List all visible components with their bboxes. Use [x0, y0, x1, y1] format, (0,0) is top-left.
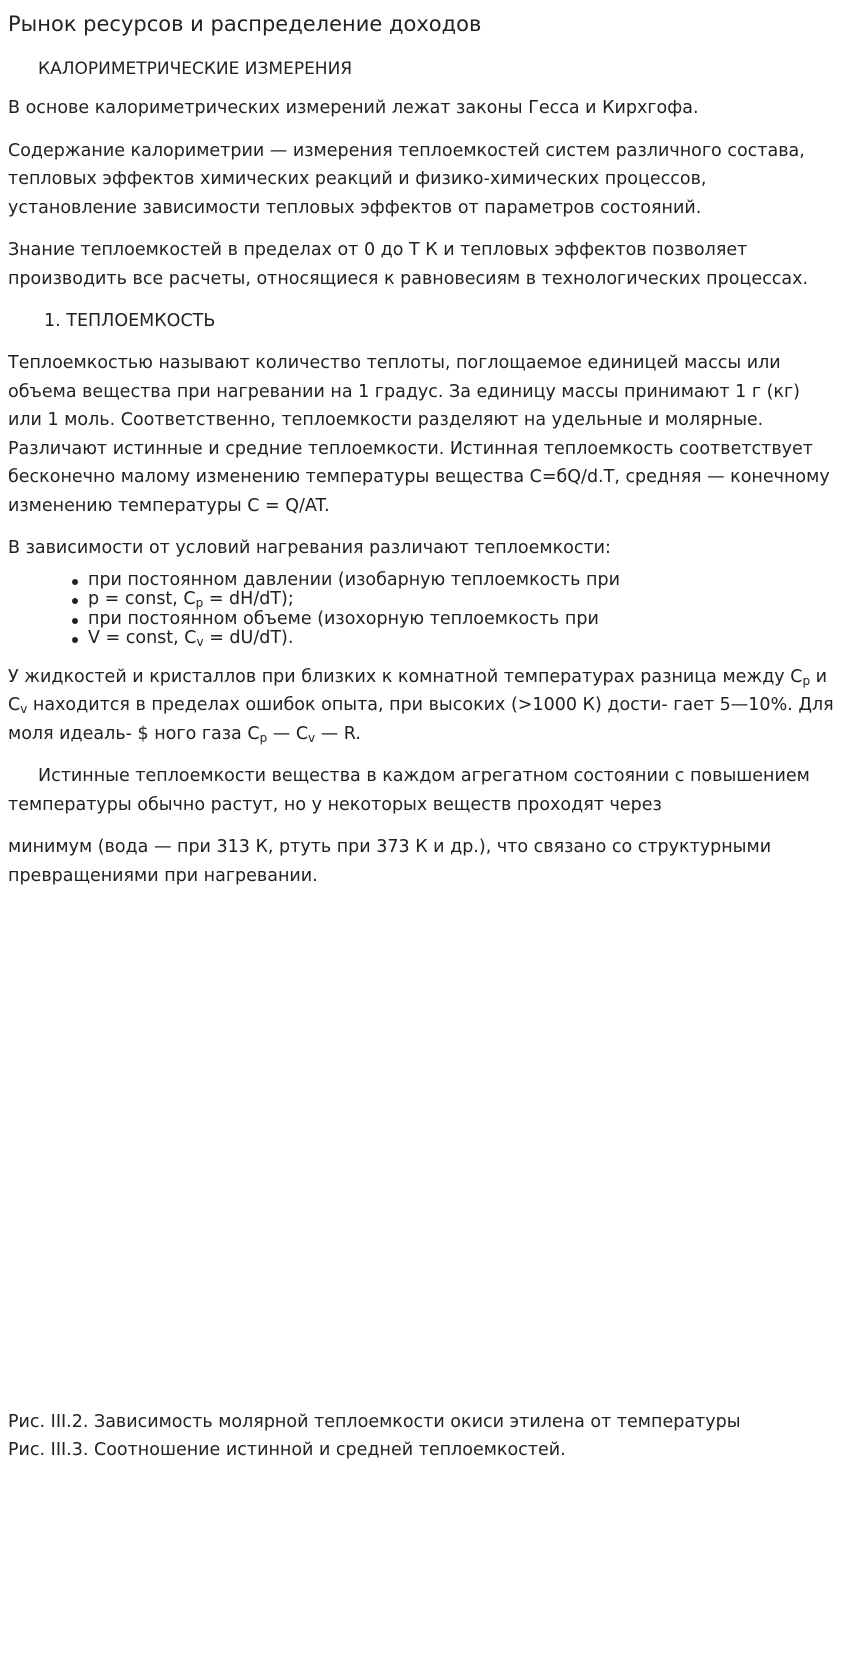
liquids-crystals-paragraph [8, 663, 838, 749]
list-item [88, 629, 838, 649]
subscript: p [195, 596, 204, 610]
paragraph-text: — С [267, 723, 309, 744]
list-item-text: при постоянном объеме (изохорную теплоемкость при [88, 608, 599, 629]
conditions-intro: В зависимости от условий нагревания различают теплоемкости: [8, 538, 611, 558]
subscript: v [308, 730, 316, 745]
paragraph-text: — R. [315, 723, 361, 744]
paragraph-text: находится в пределах ошибок опыта, при высоких (>1000 К) дости- гает 5—10%. Для моля идеаль- $ ного газа С [8, 695, 834, 744]
subscript: v [20, 702, 28, 716]
heat-capacity-knowledge-paragraph: Знание теплоемкостей в пределах от 0 до Т К и тепловых эффектов позволяет производить все расчеты, относящиеся к равновесиям в технологических процессах. [8, 240, 809, 289]
page-title: Рынок ресурсов и распределение доходов [8, 12, 482, 36]
figure-captions [8, 1408, 838, 1464]
subscript: p [259, 730, 268, 745]
list-item-text: р = const, С [88, 589, 196, 609]
document-body [8, 0, 838, 890]
conditions-list [8, 571, 838, 649]
section-heading: 1. ТЕПЛОЕМКОСТЬ [44, 311, 216, 331]
list-item-text: = dU/dT). [203, 628, 294, 648]
list-item-text: = dH/dT); [203, 589, 294, 609]
paragraph-text: и С [8, 666, 827, 715]
intro-paragraph: В основе калориметрических измерений лежат законы Гесса и Кирхгофа. [8, 98, 699, 118]
minimum-paragraph: минимум (вода — при 313 К, ртуть при 373 К и др.), что связано со структурными превращениями при нагревании. [8, 837, 772, 886]
subscript: v [196, 635, 204, 649]
list-item-text: V = const, С [88, 628, 197, 648]
calorimetry-content-paragraph: Содержание калориметрии — измерения теплоемкостей систем различного состава, тепловых эффектов химических реакций и физико-химических процессов, установление зависимости тепловых эффектов от параметров состояний. [8, 140, 805, 218]
list-item [88, 610, 838, 630]
subscript: p [802, 673, 811, 688]
figure-caption-2: Рис. III.2. Зависимость молярной теплоемкости окиси этилена от температуры [8, 1412, 741, 1432]
list-item-text: при постоянном давлении (изобарную теплоемкость при [88, 569, 620, 590]
list-item [88, 571, 838, 591]
definition-paragraph: Теплоемкостью называют количество теплоты, поглощаемое единицей массы или объема вещества при нагревании на 1 градус. За единицу массы принимают 1 г (кг) или 1 моль. Соответственно, теплоемкости разделяют на удельные и молярные. Различают истинные и средние теплоемкости. Истинная теплоемкость соответствует бесконечно малому изменению температуры вещества С=бQ/d.T, средняя — конечному изменению температуры С = Q/AT. [8, 353, 830, 516]
true-heat-capacity-paragraph: Истинные теплоемкости вещества в каждом агрегатном состоянии с повышением температуры обычно растут, но у некоторых веществ проходят через [8, 766, 810, 815]
section-subtitle: КАЛОРИМЕТРИЧЕСКИЕ ИЗМЕРЕНИЯ [38, 59, 353, 79]
list-item [88, 590, 838, 610]
figure-caption-3: Рис. III.3. Соотношение истинной и средней теплоемкостей. [8, 1440, 566, 1460]
paragraph-text: У жидкостей и кристаллов при близких к комнатной температурах разница между С [8, 666, 803, 687]
